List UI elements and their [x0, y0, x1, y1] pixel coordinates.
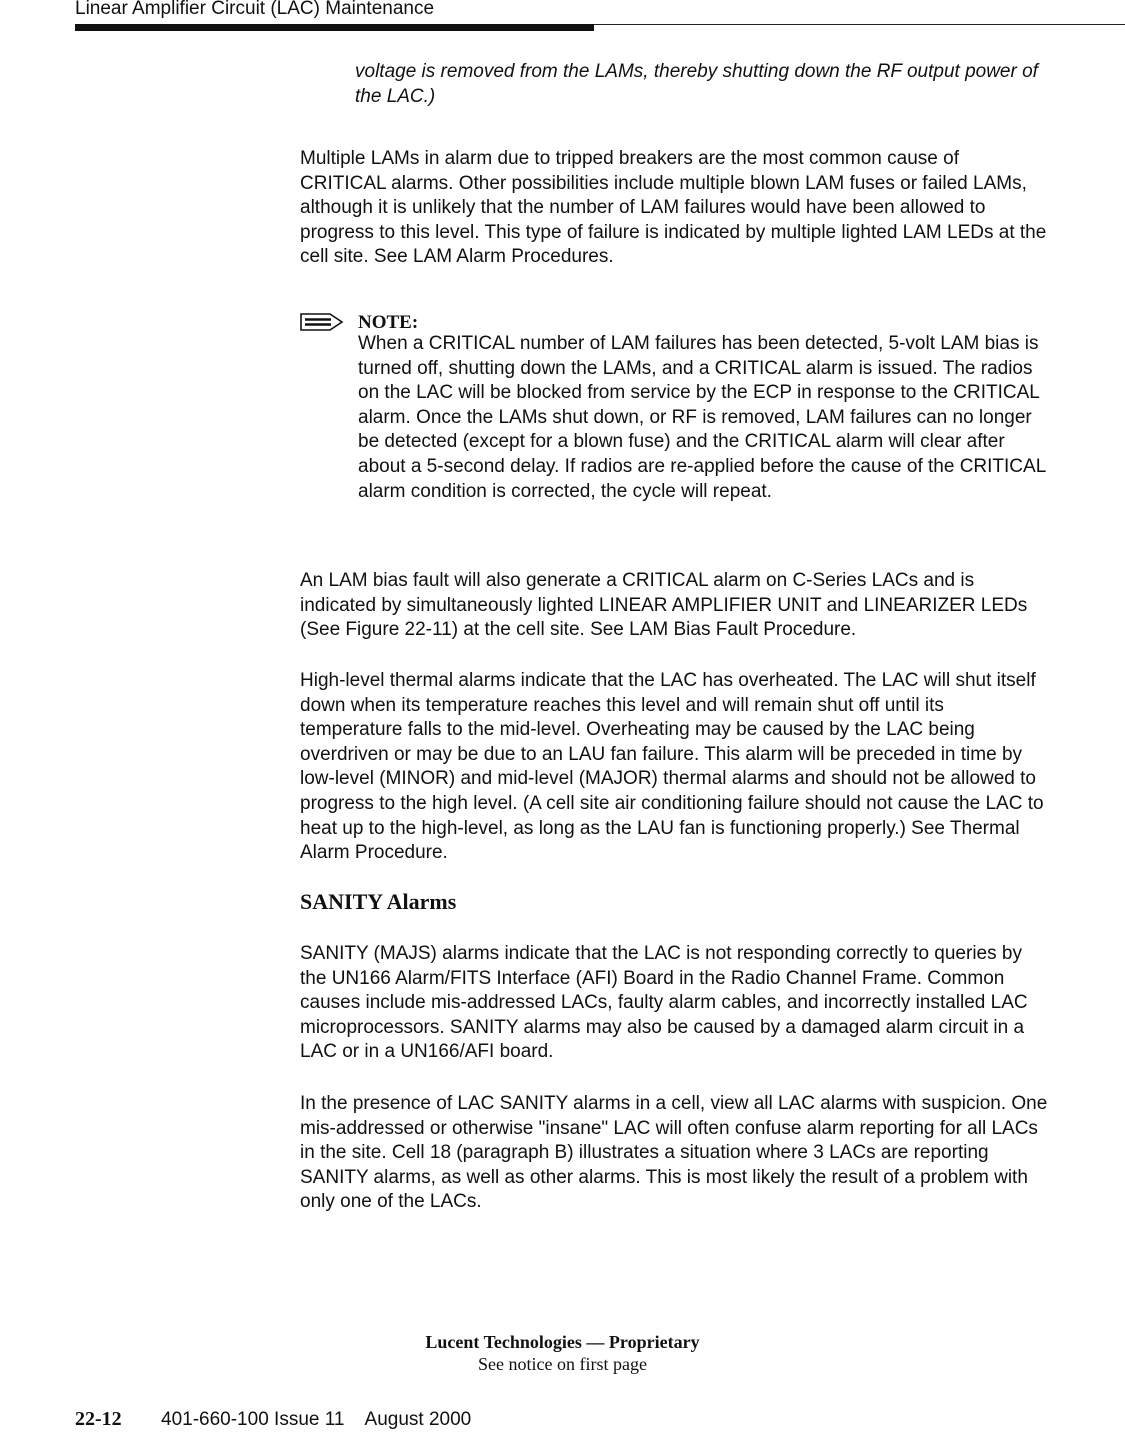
- document-info: 401-660-100 Issue 11 August 2000: [161, 1409, 472, 1430]
- note-text: When a CRITICAL number of LAM failures has been detected, 5-volt LAM bias is turned off, shutting down the LAMs, and a CRITICAL alarm is issued. The radios on the LAC will be blocked from service by the ECP in response to the CRITICAL alarm. Once the LAMs shut down, or RF is removed, LAM failures can no longer be detected (except for a blown fuse) and the CRITICAL alarm will clear after about a 5-second delay. If radios are re-applied before the cause of the CRITICAL alarm condition is corrected, the cycle will repeat.: [358, 333, 1046, 502]
- page-number: 22-12: [75, 1408, 122, 1430]
- footer-proprietary: Lucent Technologies — Proprietary: [425, 1332, 700, 1352]
- paragraph-sanity-suspicion: In the presence of LAC SANITY alarms in a cell, view all LAC alarms with suspicion. One mis-addressed or otherwise "insane" LAC will often confuse alarm reporting for all LACs in the site. Cell 18 (paragraph B) illustrates a situation where 3 LACs are reporting SANITY alarms, as well as other alarms. This is most likely the result of a problem with only one of the LACs.: [300, 1093, 1048, 1213]
- header-title: Linear Amplifier Circuit (LAC) Maintenance: [75, 0, 435, 19]
- footer-notice: See notice on first page: [478, 1354, 647, 1374]
- paragraph-thermal-alarms: High-level thermal alarms indicate that the LAC has overheated. The LAC will shut itself down when its temperature reaches this level and will remain shut off until its temperature falls to the mid-level. Overheating may be caused by the LAC being overdriven or may be due to an LAU fan failure. This alarm will be preceded in time by low-level (MINOR) and mid-level (MAJOR) thermal alarms and should not be allowed to progress to the high level. (A cell site air conditioning failure should not cause the LAC to heat up to the high-level, as long as the LAU fan is functioning properly.) See Thermal Alarm Procedure.: [300, 670, 1044, 864]
- section-heading-sanity-alarms: SANITY Alarms: [300, 889, 457, 914]
- note-arrow-icon: [300, 312, 344, 332]
- paragraph-lam-bias-fault: An LAM bias fault will also generate a CRITICAL alarm on C-Series LACs and is indicated by simultaneously lighted LINEAR AMPLIFIER UNIT and LINEARIZER LEDs (See Figure 22-11) at the cell site. See LAM Bias Fault Procedure.: [300, 570, 1028, 641]
- header-rule-thick: [75, 24, 594, 31]
- paragraph-critical-alarms: Multiple LAMs in alarm due to tripped breakers are the most common cause of CRITICAL alarms. Other possibilities include multiple blown LAM fuses or failed LAMs, although it is unlikely that the number of LAM failures would have been allowed to progress to this level. This type of failure is indicated by multiple lighted LAM LEDs at the cell site. See LAM Alarm Procedures.: [300, 148, 1047, 268]
- continuation-text: voltage is removed from the LAMs, thereby shutting down the RF output power of the LAC.): [355, 61, 1038, 107]
- paragraph-sanity-alarms: SANITY (MAJS) alarms indicate that the LAC is not responding correctly to queries by the UN166 Alarm/FITS Interface (AFI) Board in the Radio Channel Frame. Common causes include mis-addressed LACs, faulty alarm cables, and incorrectly installed LAC microprocessors. SANITY alarms may also be caused by a damaged alarm circuit in a LAC or in a UN166/AFI board.: [300, 943, 1028, 1063]
- note-label: NOTE:: [358, 312, 419, 333]
